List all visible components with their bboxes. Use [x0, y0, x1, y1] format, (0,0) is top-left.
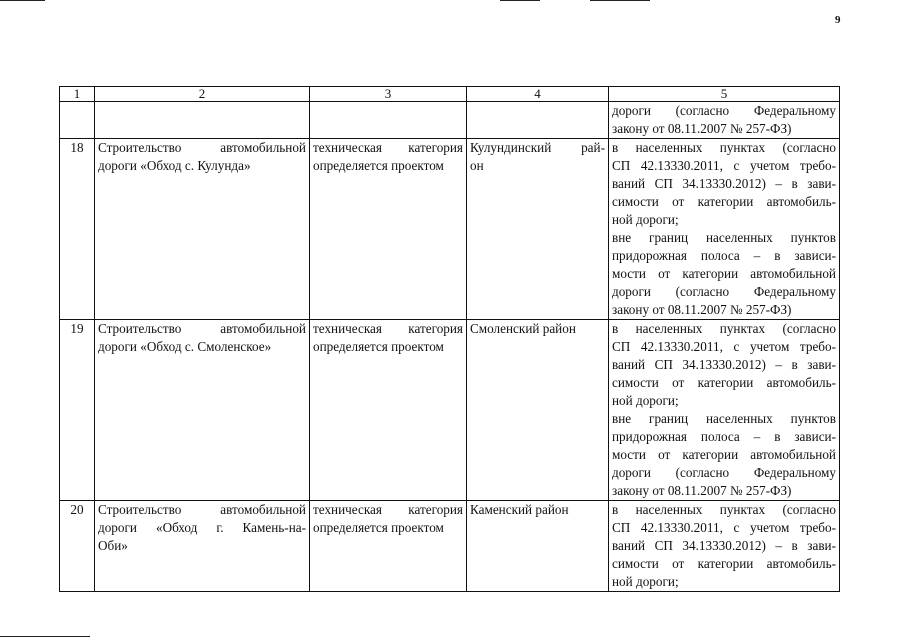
name-cell [95, 102, 310, 139]
table-row [60, 139, 840, 320]
text-line: дороги (согласно Федеральному [612, 465, 836, 480]
text-line: дороги «Обход г. Камень-на- [98, 520, 306, 535]
text-line: СП 42.13330.2011, с учетом требо- [612, 339, 836, 354]
text-line: в населенных пунктах (согласно [612, 140, 836, 155]
text-line: СП 42.13330.2011, с учетом требо- [612, 520, 836, 535]
text-line: Оби» [98, 538, 128, 553]
column-header: 3 [310, 87, 467, 102]
text-line: СП 42.13330.2011, с учетом требо- [612, 158, 836, 173]
text-line: дороги «Обход с. Кулунда» [98, 158, 251, 173]
requirements-cell [609, 320, 840, 501]
text-line: ной дороги; [612, 393, 679, 408]
text-line: дороги (согласно Федеральному [612, 284, 836, 299]
district-cell [467, 501, 609, 592]
column-header: 5 [609, 87, 840, 102]
text-line: в населенных пунктах (согласно [612, 321, 836, 336]
text-line: Каменский район [470, 502, 569, 517]
text-line: дороги «Обход с. Смоленское» [98, 339, 272, 354]
district-cell [467, 320, 609, 501]
document-table [59, 86, 840, 592]
district-cell [467, 102, 609, 139]
text-line: вне границ населенных пунктов [612, 230, 836, 245]
text-line: техническая категория [313, 502, 463, 517]
text-line: Строительство автомобильной [98, 321, 306, 336]
requirements-cell [609, 501, 840, 592]
category-cell [310, 501, 467, 592]
page-number: 9 [835, 14, 841, 26]
text-line: техническая категория [313, 140, 463, 155]
text-line: ной дороги; [612, 212, 679, 227]
category-cell [310, 139, 467, 320]
row-number: 20 [60, 501, 95, 592]
text-line: ваний СП 34.13330.2012) – в зави- [612, 538, 836, 553]
text-line: придорожная полоса – в зависи- [612, 248, 836, 263]
name-cell [95, 501, 310, 592]
category-cell [310, 320, 467, 501]
column-header: 2 [95, 87, 310, 102]
requirements-cell [609, 102, 840, 139]
text-line: закону от 08.11.2007 № 257-ФЗ) [612, 121, 792, 136]
table-row [60, 501, 840, 592]
row-number: 18 [60, 139, 95, 320]
text-line: симости от категории автомобиль- [612, 194, 836, 209]
text-line: в населенных пунктах (согласно [612, 502, 836, 517]
table-row-continuation [60, 102, 840, 139]
text-line: ной дороги; [612, 574, 679, 589]
text-line: Строительство автомобильной [98, 502, 306, 517]
requirements-cell [609, 139, 840, 320]
text-line: мости от категории автомобильной [612, 447, 836, 462]
name-cell [95, 139, 310, 320]
num-cell [60, 102, 95, 139]
text-line: определяется проектом [313, 520, 444, 535]
column-header: 4 [467, 87, 609, 102]
text-line: определяется проектом [313, 339, 444, 354]
text-line: закону от 08.11.2007 № 257-ФЗ) [612, 483, 792, 498]
text-line: мости от категории автомобильной [612, 266, 836, 281]
text-line: ваний СП 34.13330.2012) – в зави- [612, 357, 836, 372]
table-row [60, 320, 840, 501]
district-cell [467, 139, 609, 320]
scan-artifact-line [590, 0, 650, 1]
text-line: симости от категории автомобиль- [612, 556, 836, 571]
scan-artifact-line [0, 0, 45, 1]
text-line: Кулундинский рай- [470, 140, 605, 155]
text-line: он [470, 158, 484, 173]
text-line: Строительство автомобильной [98, 140, 306, 155]
text-line: техническая категория [313, 321, 463, 336]
column-header: 1 [60, 87, 95, 102]
text-line: симости от категории автомобиль- [612, 375, 836, 390]
row-number: 19 [60, 320, 95, 501]
text-line: определяется проектом [313, 158, 444, 173]
table-header-row [60, 87, 840, 102]
scan-artifact-line [0, 636, 90, 637]
text-line: вне границ населенных пунктов [612, 411, 836, 426]
text-line: дороги (согласно Федеральному [612, 103, 836, 118]
scan-artifact-line [500, 0, 540, 1]
text-line: Смоленский район [470, 321, 576, 336]
name-cell [95, 320, 310, 501]
text-line: придорожная полоса – в зависи- [612, 429, 836, 444]
text-line: закону от 08.11.2007 № 257-ФЗ) [612, 302, 792, 317]
category-cell [310, 102, 467, 139]
text-line: ваний СП 34.13330.2012) – в зави- [612, 176, 836, 191]
